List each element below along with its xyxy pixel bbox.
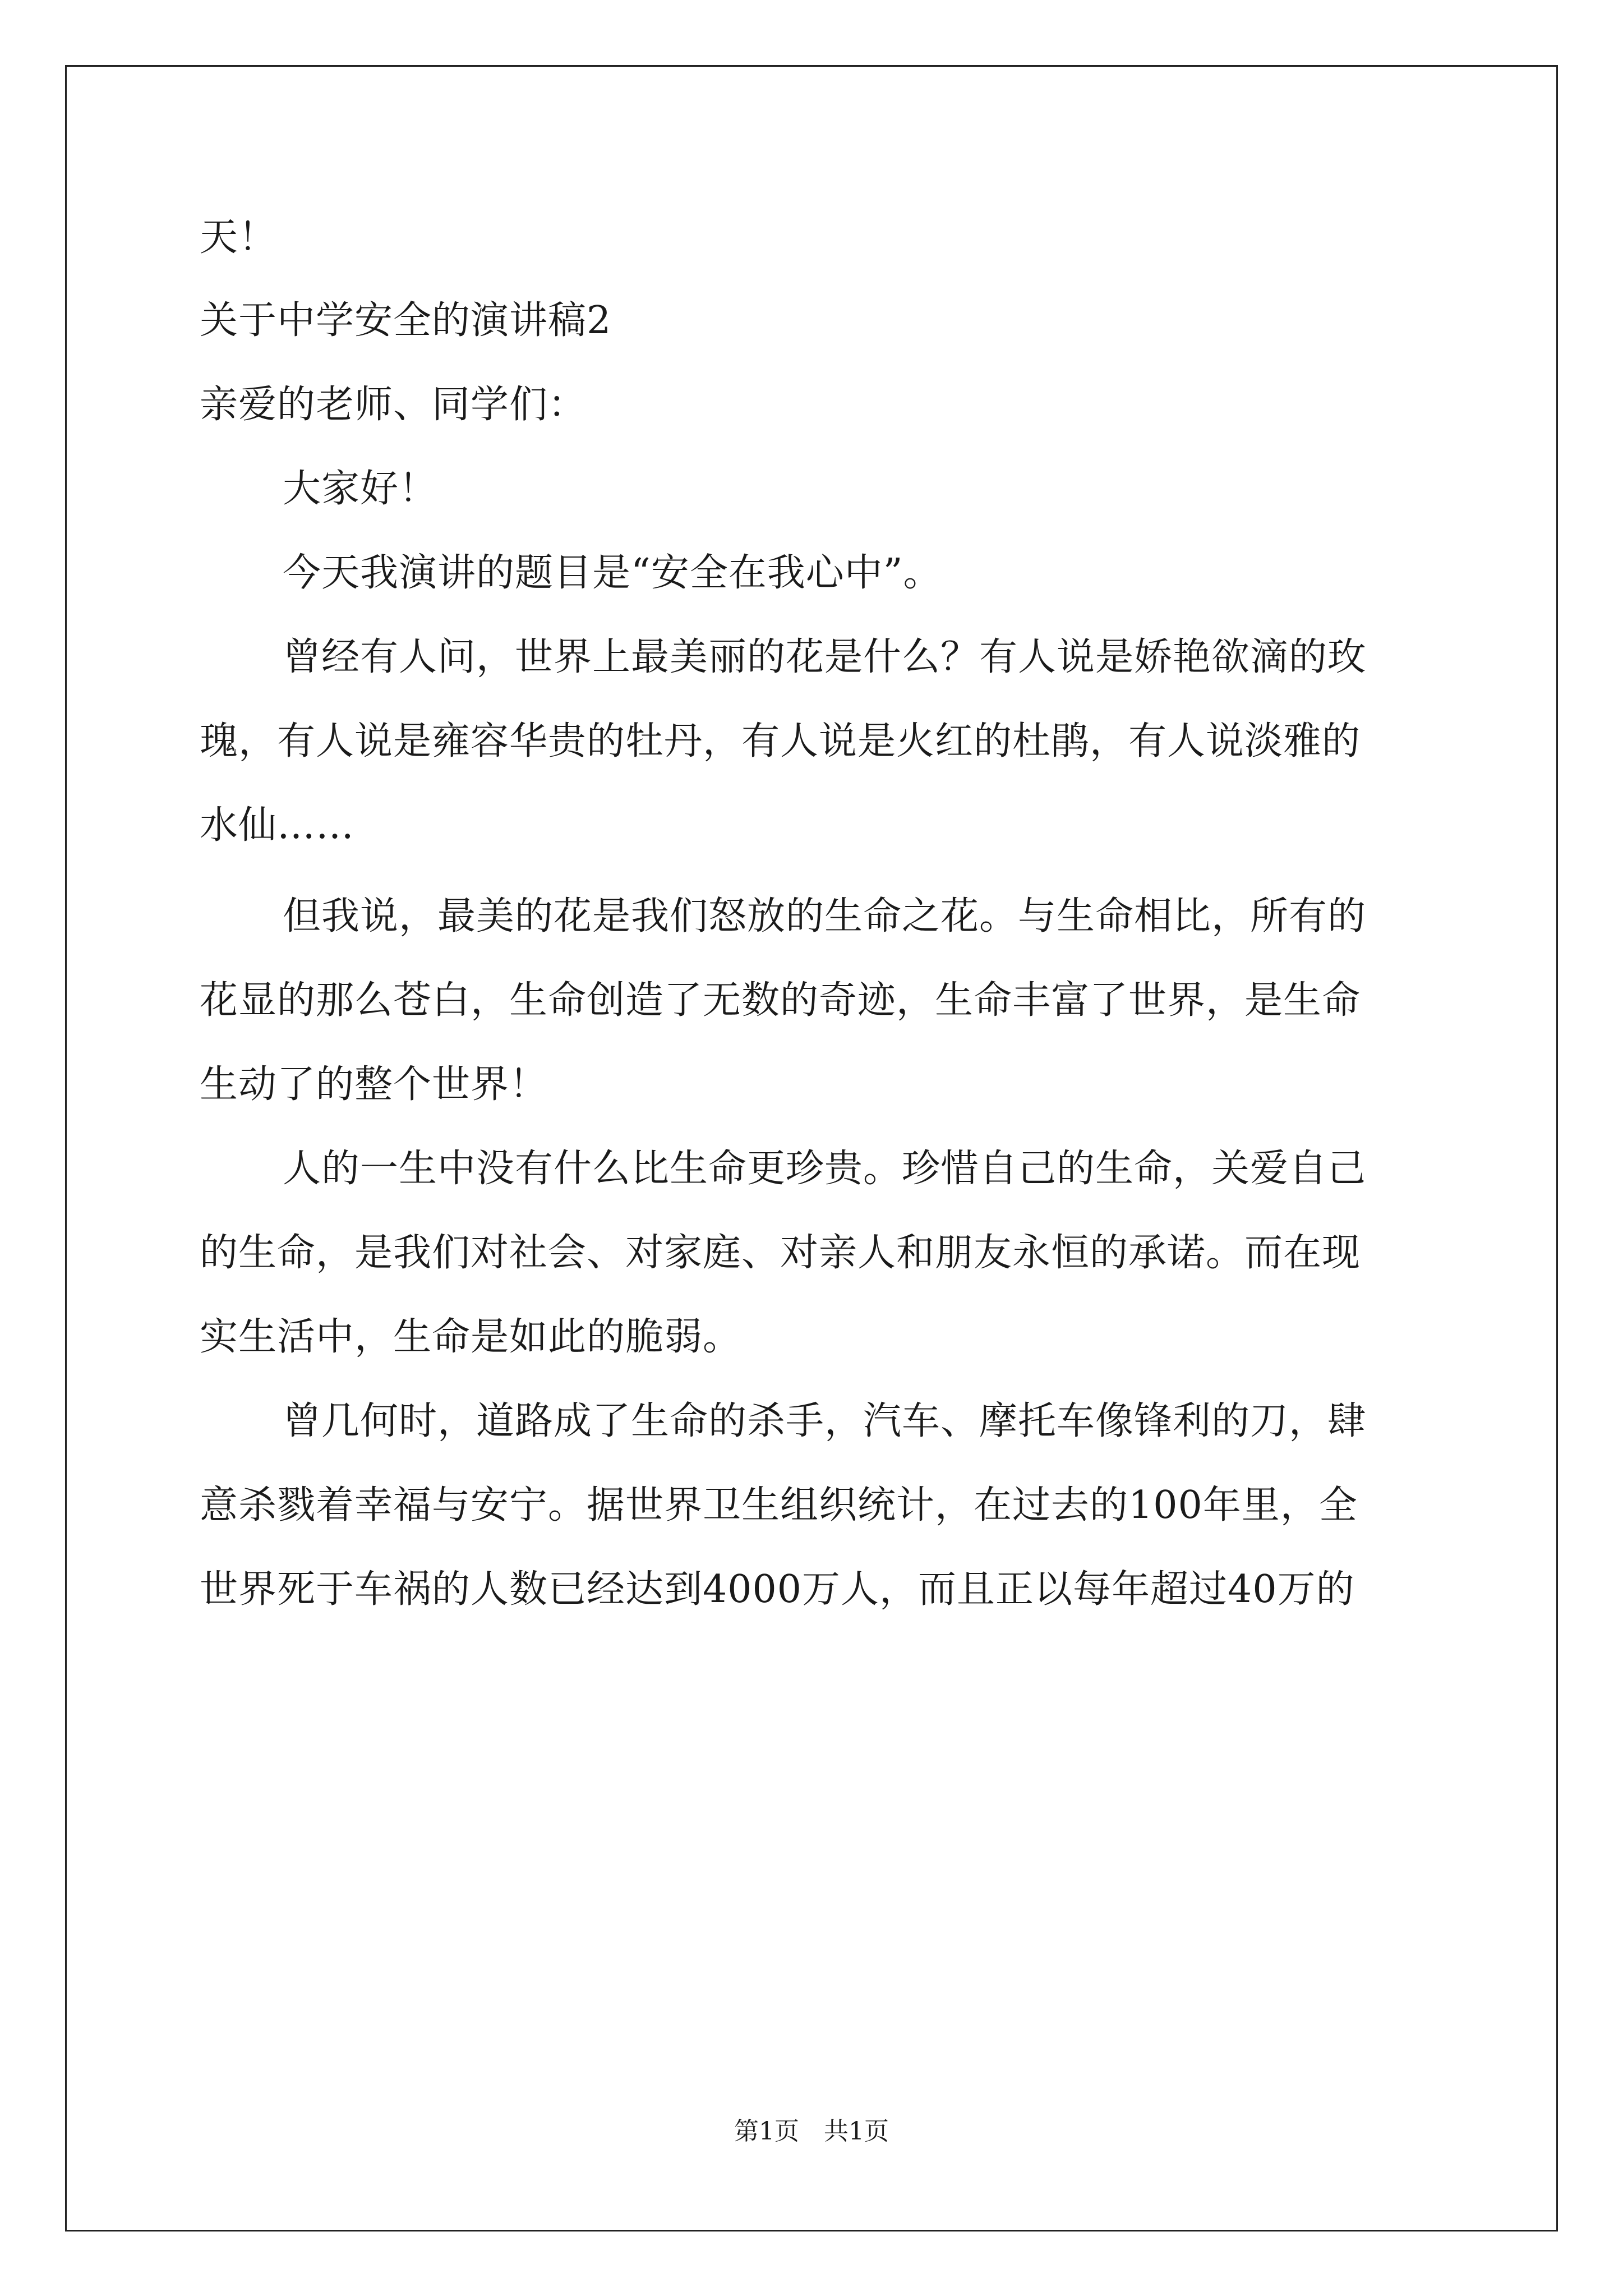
text-line: 人的一生中没有什么比生命更珍贵。珍惜自己的生命，关爱自己 — [283, 1147, 1367, 1191]
text-line: 生动了的整个世界！ — [200, 1062, 548, 1107]
text-line: 的生命，是我们对社会、对家庭、对亲人和朋友永恒的承诺。而在现 — [200, 1231, 1361, 1275]
text-line: 大家好！ — [283, 467, 438, 511]
salutation: 亲爱的老师、同学们： — [200, 383, 587, 427]
text-line: 今天我演讲的题目是“安全在我心中”。 — [283, 551, 942, 595]
text-line: 曾经有人问，世界上最美丽的花是什么？有人说是娇艳欲滴的玫 — [283, 635, 1367, 679]
speech-title: 关于中学安全的演讲稿2 — [200, 298, 612, 343]
text-line: 意杀戮着幸福与安宁。据世界卫生组织统计，在过去的100年里，全 — [200, 1483, 1358, 1527]
text-line: 世界死于车祸的人数已经达到4000万人，而且正以每年超过40万的 — [200, 1567, 1355, 1612]
text-line: 天！ — [200, 215, 278, 260]
text-line: 但我说，最美的花是我们怒放的生命之花。与生命相比，所有的 — [283, 894, 1367, 938]
text-line: 花显的那么苍白，生命创造了无数的奇迹，生命丰富了世界，是生命 — [200, 978, 1361, 1023]
text-line: 水仙…… — [200, 803, 355, 848]
page-number-footer: 第1页 共1页 — [734, 2117, 889, 2146]
text-line: 曾几何时，道路成了生命的杀手，汽车、摩托车像锋利的刀，肆 — [283, 1399, 1367, 1443]
text-line: 实生活中，生命是如此的脆弱。 — [200, 1315, 742, 1359]
text-line: 瑰，有人说是雍容华贵的牡丹，有人说是火红的杜鹃，有人说淡雅的 — [200, 719, 1361, 763]
